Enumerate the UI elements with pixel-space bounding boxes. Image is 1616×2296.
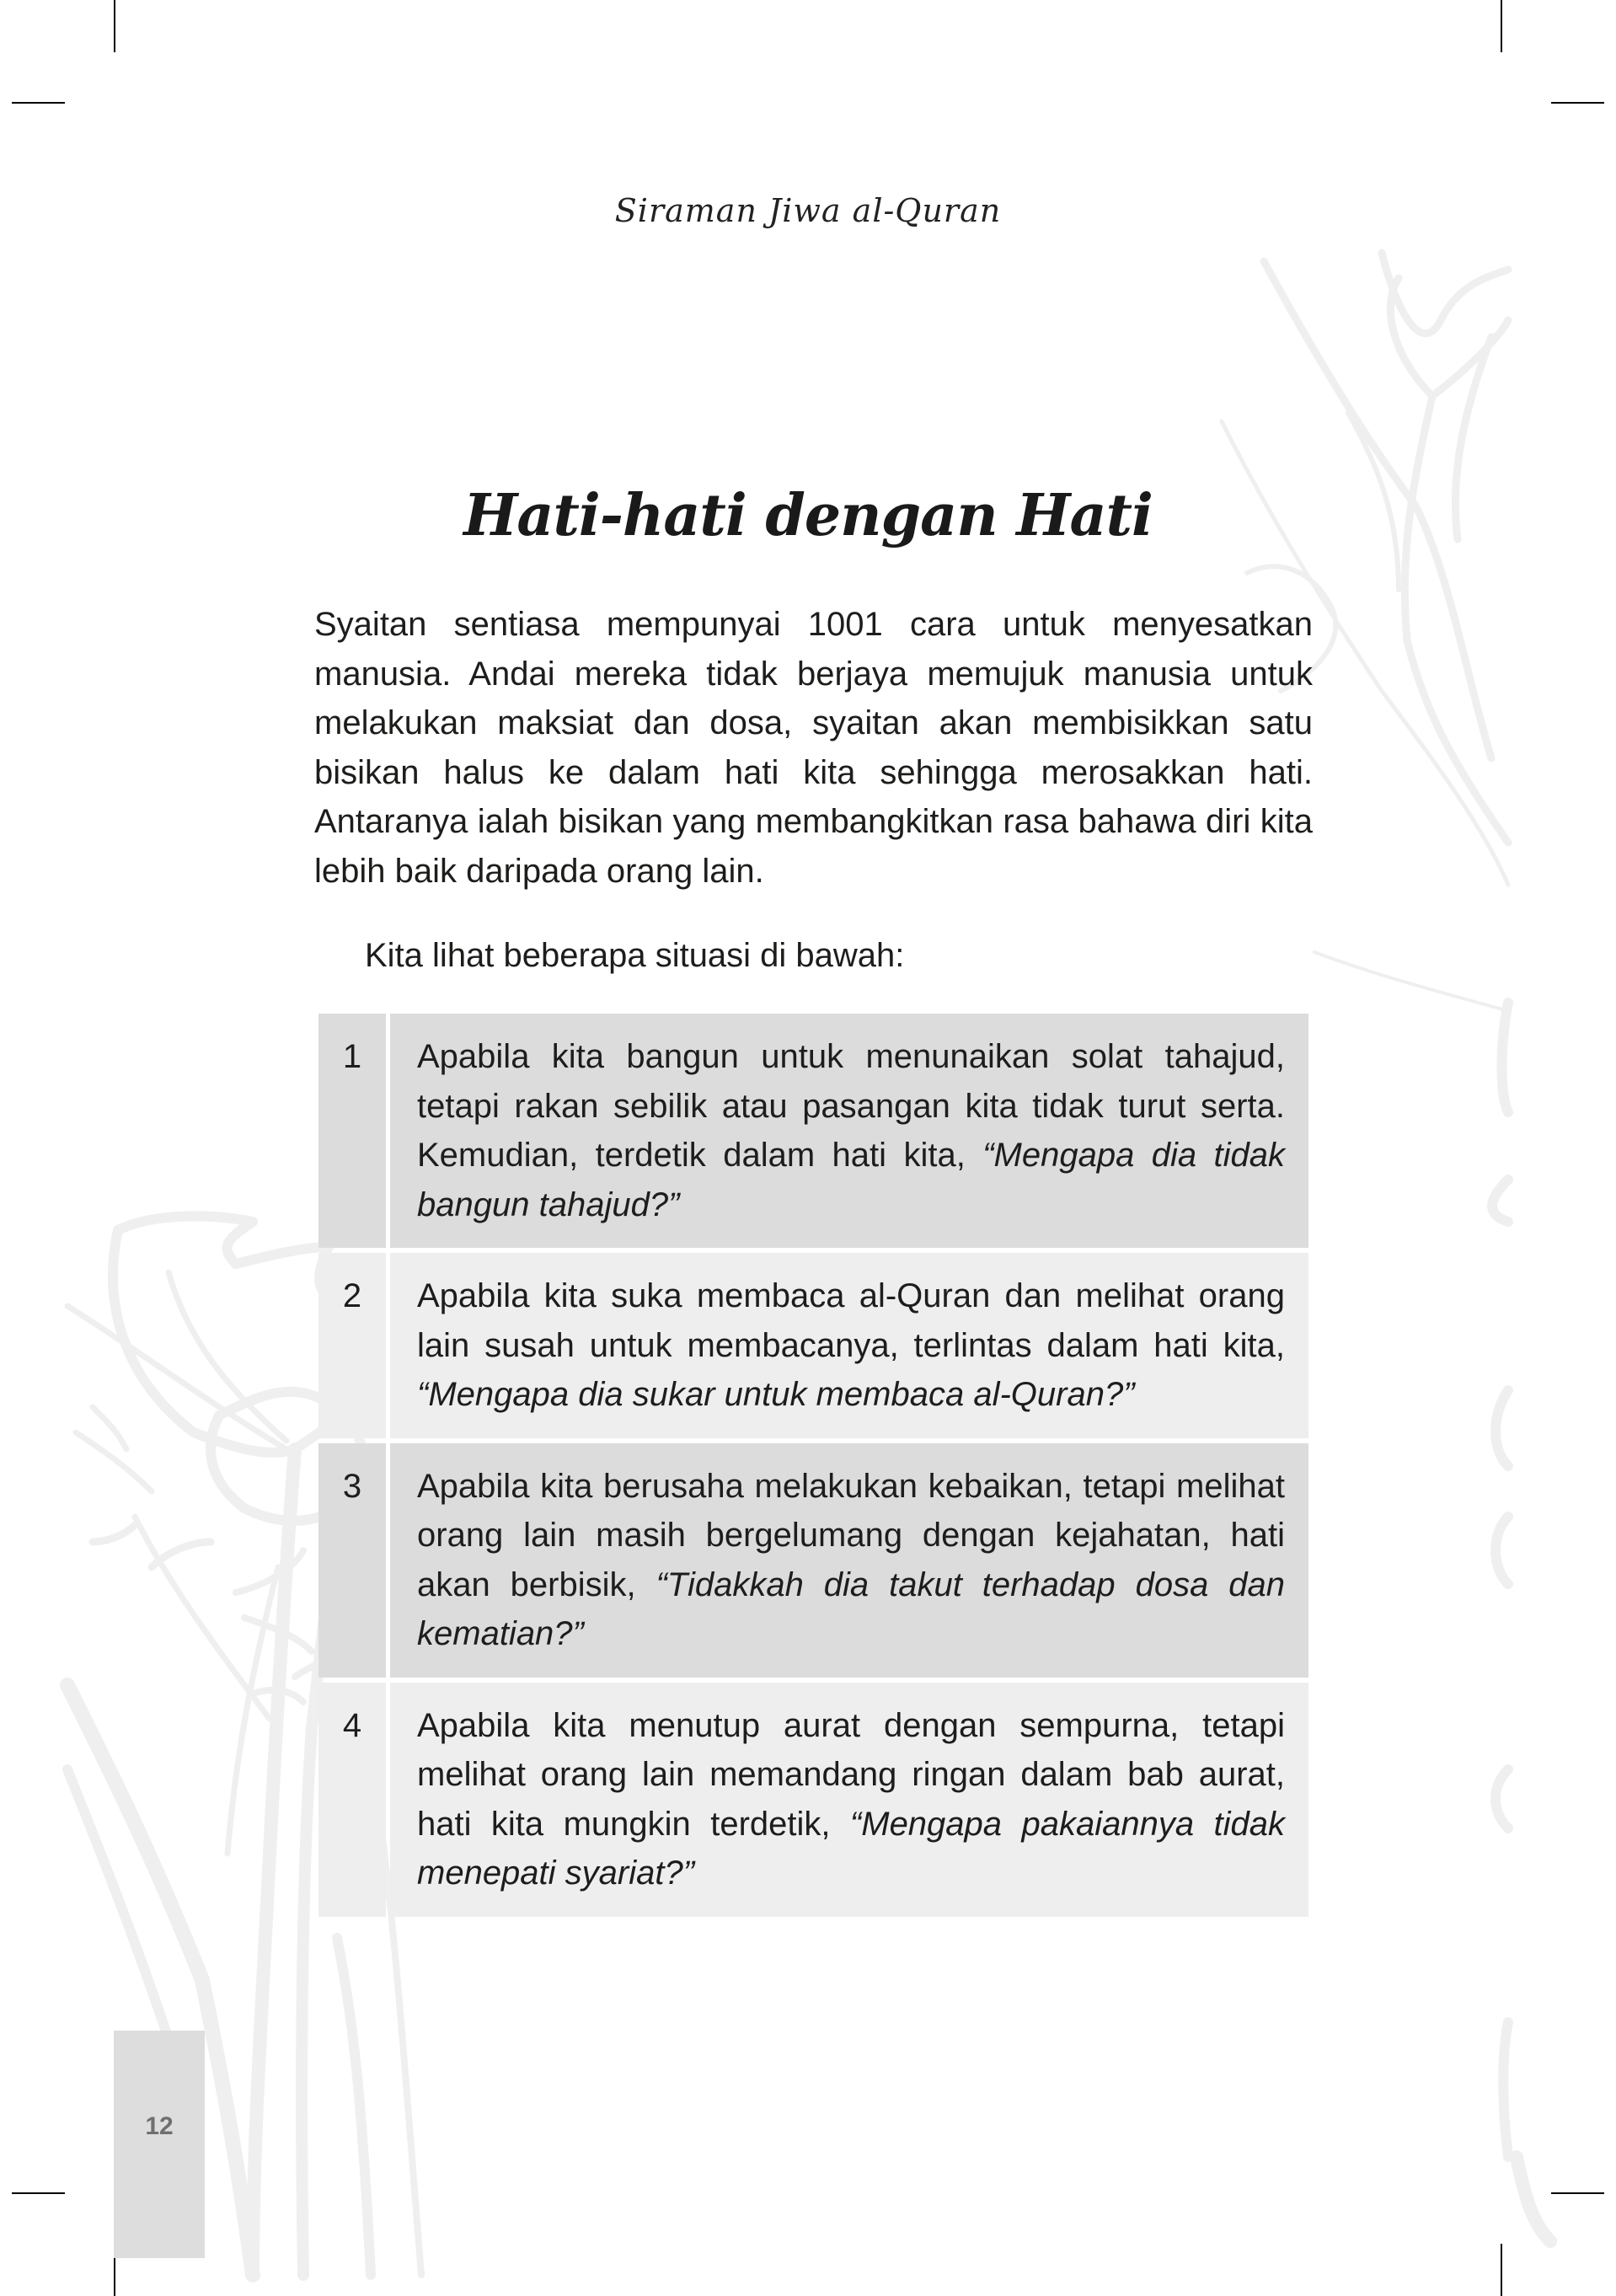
row-text [390,1014,1308,1248]
table-row [318,1683,1308,1917]
situation-quote: “Tidakkah dia takut terhadap dosa dan kematian?” [417,1565,1285,1652]
crop-mark-top-left-vertical [114,0,115,52]
row-number: 4 [318,1683,386,1917]
crop-mark-top-left-horizontal [12,102,65,104]
table-row [318,1443,1308,1678]
row-text [390,1253,1308,1438]
page-title: Hati-hati dengan Hati [463,482,1153,549]
lead-in-paragraph: Kita lihat beberapa situasi di bawah: [365,937,905,974]
row-number: 2 [318,1253,386,1438]
situation-quote: “Mengapa dia tidak bangun tahajud?” [417,1137,1286,1223]
crop-mark-bottom-right-horizontal [1551,2192,1604,2194]
crop-mark-top-right-horizontal [1551,102,1604,104]
intro-paragraph: Syaitan sentiasa mempunyai 1001 cara untuk menyesatkan manusia. Andai mereka tidak berjaya memujuk manusia untuk melakukan maksiat dan dosa, syaitan akan membisikkan satu bisikan halus ke dalam hati kita sehingga merosakkan hati. Antaranya ialah bisikan yang membangkitkan rasa bahawa diri kita lebih baik daripada orang lain. [314,606,1313,890]
situation-text: Apabila kita menutup aurat dengan sempurna, tetapi melihat orang lain memandang ringan dalam bab aurat, hati kita mungkin terdetik, [417,1706,1285,1843]
table-row [318,1014,1308,1248]
crop-mark-top-right-vertical [1501,0,1502,52]
crop-mark-bottom-right-vertical [1501,2244,1502,2296]
table-row [318,1253,1308,1438]
row-number: 3 [318,1443,386,1678]
page-number-tab [114,2031,205,2258]
right-edge-leaves-icon [1492,1003,1550,2241]
situation-quote: “Mengapa dia sukar untuk membaca al-Quran?” [417,1376,1135,1413]
situations-table [318,1014,1308,1922]
situation-quote: “Mengapa pakaiannya tidak menepati syariat?” [417,1805,1285,1892]
situation-text: Apabila kita suka membaca al-Quran dan melihat orang lain susah untuk membacanya, terlintas dalam hati kita, [417,1277,1285,1364]
row-number: 1 [318,1014,386,1248]
row-text [390,1683,1308,1917]
crop-mark-bottom-left-horizontal [12,2192,65,2194]
situation-text: Apabila kita berusaha melakukan kebaikan, tetapi melihat orang lain masih bergelumang dengan kejahatan, hati akan berbisik, [417,1467,1285,1603]
row-text [390,1443,1308,1678]
page-number: 12 [145,2112,174,2140]
running-head: Siraman Jiwa al-Quran [614,192,1002,229]
situation-text: Apabila kita bangun untuk menunaikan solat tahajud, tetapi rakan sebilik atau pasangan kita tidak turut serta. Kemudian, terdetik dalam hati kita, [417,1038,1285,1174]
